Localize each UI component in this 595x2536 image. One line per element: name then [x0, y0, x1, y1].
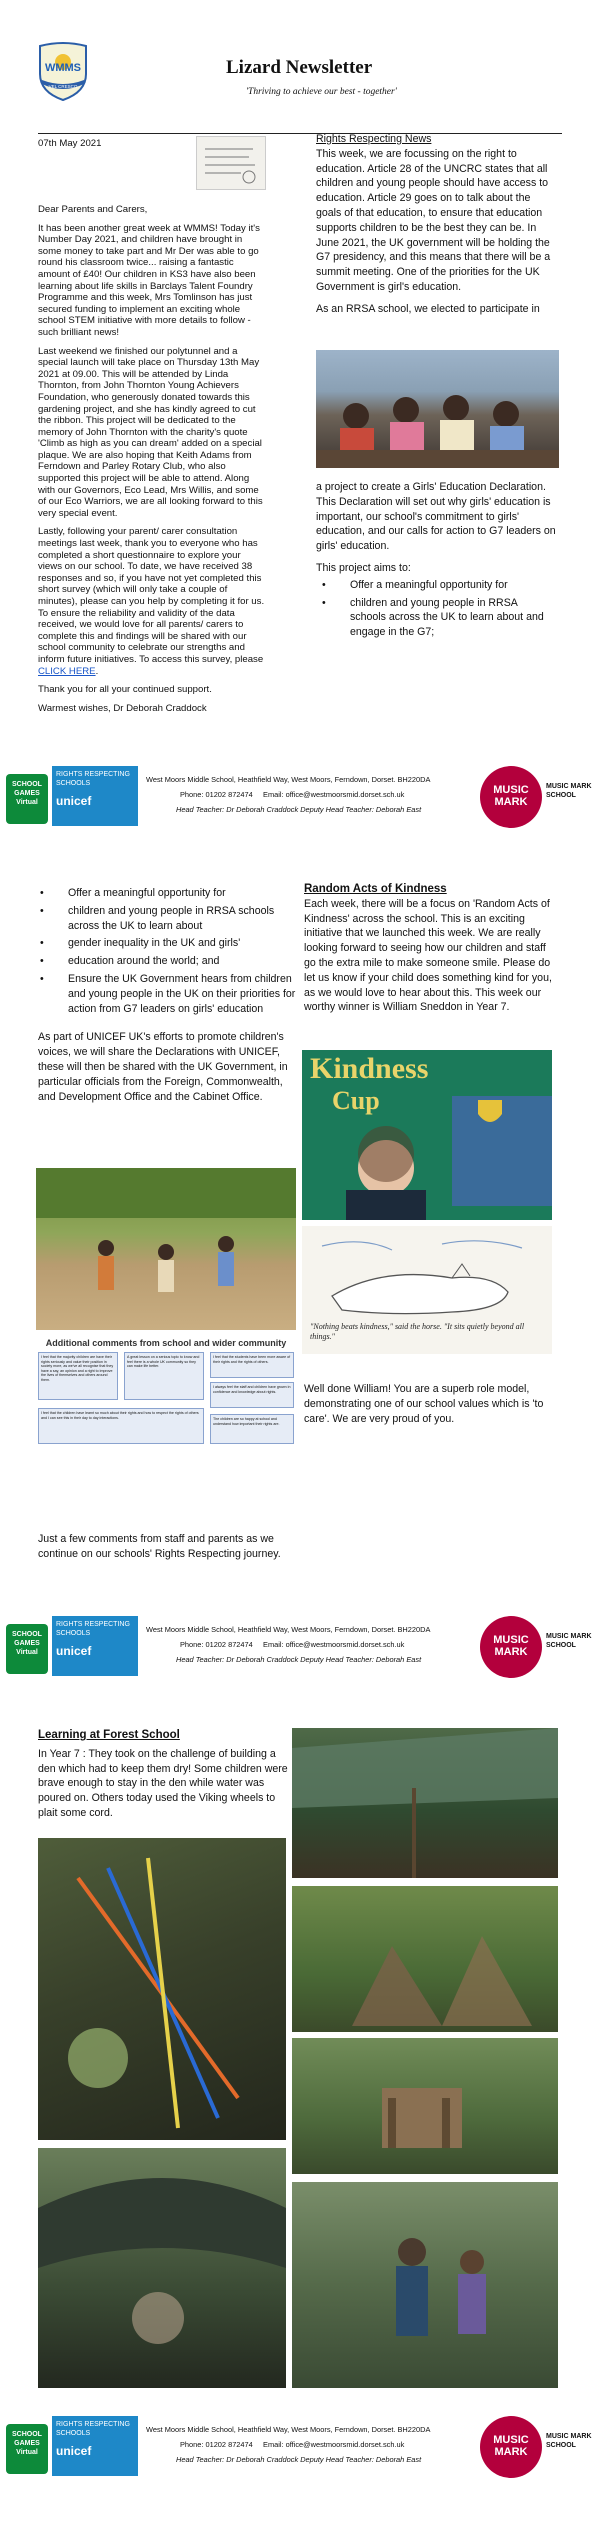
left-column — [38, 204, 266, 721]
page-2 — [0, 850, 595, 1700]
footer-email: Email: office@westmoorsmid.dorset.sch.uk — [263, 2440, 405, 2449]
school-games-logo — [6, 1624, 48, 1674]
footer-phone: Phone: 01202 872474 — [180, 790, 253, 799]
comment-card: I always feel the staff and children have grown in confidence and knowledge about rights. — [210, 1382, 294, 1408]
footer-heads: Head Teacher: Dr Deborah Craddock Deputy Head Teacher: Deborah East — [176, 2455, 422, 2464]
kindness-paragraph: Each week, there will be a focus on 'Random Acts of Kindness' across the school. This is an exciting initiative that we launched this week. We are really looking forward to seeing how our children and staff go the extra mile to make someone smile. Please do let us know if your child does something kind for you, as we would love to hear about this. This week our worthy winner is William Sneddon in Year 7. — [304, 897, 552, 1014]
right-column-top — [316, 132, 556, 317]
music-mark-school: MUSIC MARK SCHOOL — [546, 1633, 592, 1649]
music-mark-logo: MUSIC MARK — [480, 2416, 542, 2478]
school-games-text: SCHOOL GAMES — [12, 2431, 42, 2447]
forest-school-heading: Learning at Forest School — [38, 1729, 180, 1741]
survey-link[interactable]: CLICK HERE — [38, 665, 96, 677]
rrsa-text: RIGHTS RESPECTING SCHOOLS — [56, 771, 130, 787]
page-footer — [0, 760, 595, 832]
footer-contacts — [146, 1637, 446, 1652]
kindness-section — [304, 882, 554, 1022]
footer-address: West Moors Middle School, Heathfield Way, West Moors, Ferndown, Dorset. BH220DA — [146, 2425, 431, 2434]
music-mark-logo: MUSIC MARK — [480, 766, 542, 828]
g7-aim-item: • children and young people in RRSA schools across the UK to learn about — [52, 904, 296, 934]
survey-end: . — [95, 665, 99, 677]
aims-item: • Offer a meaningful opportunity for — [334, 578, 556, 593]
staff-comments-paragraph: Just a few comments from staff and parents as we continue on our schools' Rights Respecting journey. — [38, 1533, 281, 1560]
g7-aims-list — [38, 886, 296, 1016]
forest-school-paragraph: In Year 7 : They took on the challenge of building a den which had to keep them dry! Some children were brave enough to stay in the den while water was poured on. Others today used the Viking wheels to plait some cord. — [38, 1747, 288, 1819]
comment-card: I feel that the students have been more aware of their rights and the rights of others. — [210, 1352, 294, 1378]
rrsa-paragraph: As an RRSA school, we elected to participate in — [316, 302, 540, 315]
forest-tarp-photo — [292, 1728, 558, 1878]
newsletter-title: Lizard Newsletter — [226, 57, 373, 78]
school-games-text: SCHOOL GAMES — [12, 1631, 42, 1647]
footer-contacts — [146, 2437, 446, 2452]
comments-panel — [36, 1338, 296, 1478]
survey-paragraph — [38, 526, 266, 677]
aims-item: • children and young people in RRSA schools across the UK to learn about and engage in the G7; — [334, 596, 556, 640]
forest-wheels-photo — [292, 2038, 558, 2174]
unicef-text: unicef — [56, 1644, 92, 1658]
playground-photo — [36, 1168, 296, 1330]
comment-card: I feel that the children have learnt so much about their rights and how to respect the rights of others and I can see this in their day to day interactions. — [38, 1408, 204, 1444]
footer-contacts — [146, 787, 446, 802]
comment-card: The children are so happy at school and understand how important their rights are. — [210, 1414, 294, 1444]
footer-heads: Head Teacher: Dr Deborah Craddock Deputy Head Teacher: Deborah East — [176, 1655, 422, 1664]
polytunnel-paragraph: Last weekend we finished our polytunnel and a special launch will take place on Thursday 13th May 2021 at 09.00. This will be attended by Linda Thornton, from John Thornton Young Achievers Foundation, who generously donated towards this gardening project, and she has kindly agreed to cut the ribbon. This project will be dedicated to the memory of John Thornton with the charity's quote 'Climb as high as you can dream' added on a special plaque. We are also hoping that Keith Adams from Ferndown and Parley Rotary Club, who also supported this project will be able to attend. Along with our Governors, Eco Lead, Mrs Willis, and some of our Eco Warriors, we are all looking forward to this very special event. — [38, 345, 263, 519]
unicef-text: unicef — [56, 794, 92, 808]
footer-address: West Moors Middle School, Heathfield Way, West Moors, Ferndown, Dorset. BH220DA — [146, 775, 431, 784]
page-1 — [0, 0, 595, 850]
forest-group-photo — [292, 2182, 558, 2388]
footer-text — [146, 772, 446, 817]
rights-paragraph: This week, we are focussing on the right to education. Article 28 of the UNCRC states that all children and young people should have access to education. Article 29 goes on to talk about the goals of that education, to ensure that education supports children to be the best they can be. In June 2021, the UK government will be holding the G7 presidency, and this means that there will be a summit meeting. One of the priorities for the UK Government is girl's education. — [316, 147, 551, 293]
classroom-photo — [316, 350, 559, 468]
intro-paragraph: It has been another great week at WMMS! Today it's Number Day 2021, and children have brought in some money to take part and Mr Der was able to go round his classroom twice... raising a fantastic amount of £40! Our children in KS3 have also been learning about life skills in Barclays Talent Foundry Programme and this week, Mrs Tomlinson has just secured funding to implement an exciting whole school STEM initiative with more details to follow - such brilliant news! — [38, 222, 260, 338]
unicef-rrsa-logo — [52, 1616, 138, 1676]
forest-school-section — [38, 1728, 288, 1828]
footer-email: Email: office@westmoorsmid.dorset.sch.uk — [263, 1640, 405, 1649]
horse-drawing — [302, 1226, 552, 1354]
forest-shelter-photo — [38, 2148, 286, 2388]
greeting: Dear Parents and Carers, — [38, 204, 148, 215]
rrsa-text: RIGHTS RESPECTING SCHOOLS — [56, 2421, 130, 2437]
school-games-text: SCHOOL GAMES — [12, 781, 42, 797]
comments-title: Additional comments from school and wider community — [45, 1338, 287, 1348]
footer-phone: Phone: 01202 872474 — [180, 1640, 253, 1649]
aims-list — [316, 578, 556, 640]
unicef-paragraph: As part of UNICEF UK's efforts to promote children's voices, we will share the Declarations with UNICEF, these will then be shared with the UK Government, in particular officials from the Foreign, Commonwealth, and Development Office and the Cabinet Office. — [38, 1031, 288, 1103]
page-3 — [0, 1700, 595, 2536]
sketch-note-image — [196, 136, 266, 190]
kindness-heading: Random Acts of Kindness — [304, 883, 447, 895]
music-mark-school: MUSIC MARK SCHOOL — [546, 783, 592, 799]
aims-intro: This project aims to: — [316, 561, 411, 574]
unicef-rrsa-logo — [52, 766, 138, 826]
footer-heads: Head Teacher: Dr Deborah Craddock Deputy Head Teacher: Deborah East — [176, 805, 422, 814]
kindness-cup-text: Cup — [332, 1086, 380, 1115]
forest-cord-photo — [38, 1838, 286, 2140]
school-logo — [36, 40, 90, 102]
logo-sub: VEL CRESCO — [48, 84, 78, 89]
music-mark-logo: MUSIC MARK — [480, 1616, 542, 1678]
g7-aim-item: • education around the world; and — [52, 954, 296, 969]
declaration-paragraph: a project to create a Girls' Education Declaration. This Declaration will set out why girls' education is important, our school's commitment to girls' education, and our calls for action to G7 leaders on girls' education. — [316, 481, 556, 553]
footer-text — [146, 1622, 446, 1667]
school-games-logo — [6, 2424, 48, 2474]
rrsa-text: RIGHTS RESPECTING SCHOOLS — [56, 1621, 130, 1637]
kindness-board-text: Kindness — [310, 1052, 429, 1085]
footer-email: Email: office@westmoorsmid.dorset.sch.uk — [263, 790, 405, 799]
newsletter-motto: 'Thriving to achieve our best - together' — [246, 87, 397, 97]
kindness-cup-photo — [302, 1050, 552, 1220]
page2-left-top — [38, 886, 296, 1111]
thanks-line: Thank you for all your continued support. — [38, 684, 212, 696]
footer-text — [146, 2422, 446, 2467]
music-mark-school: MUSIC MARK SCHOOL — [546, 2433, 592, 2449]
g7-aim-item: • gender inequality in the UK and girls' — [52, 936, 296, 951]
right-column-bottom — [316, 480, 556, 643]
survey-text: Lastly, following your parent/ carer consultation meetings last week, thank you to everyone who has completed a short questionnaire to explore your views on our school. To date, we have received 38 responses and so, if you have not yet completed this short survey (which will only take a couple of minutes), please can you help by completing it for us. To ensure the reliability and validity of the data received, we would love for all parents/ carers to complete this and findings will be shared with our school community to celebrate our strengths and inform future initiatives. To access this survey, please — [38, 526, 265, 665]
forest-den-photo — [292, 1886, 558, 2032]
page-footer — [0, 2410, 595, 2482]
drawing-caption: "Nothing beats kindness," said the horse. "It sits quietly beyond all things." — [310, 1322, 525, 1341]
logo-text: WMMS — [44, 62, 82, 74]
footer-address: West Moors Middle School, Heathfield Way, West Moors, Ferndown, Dorset. BH220DA — [146, 1625, 431, 1634]
footer-phone: Phone: 01202 872474 — [180, 2440, 253, 2449]
virtual-text: Virtual — [16, 1649, 38, 1656]
school-games-logo — [6, 774, 48, 824]
comment-card: I feel that the majority children are have their rights seriously and value their position in society more, as we've all recognise that they have a say, an opinion and a right to improve the lives of themselves and others around them. — [38, 1352, 118, 1400]
rights-heading: Rights Respecting News — [316, 133, 432, 145]
well-done-paragraph: Well done William! You are a superb role model, demonstrating one of our school values which is 'to care'. We are very proud of you. — [304, 1383, 544, 1425]
virtual-text: Virtual — [16, 799, 38, 806]
virtual-text: Virtual — [16, 2449, 38, 2456]
comment-card: A great lesson on a serious topic to know and feel there is a whole UK community so they can make life better. — [124, 1352, 204, 1400]
unicef-text: unicef — [56, 2444, 92, 2458]
issue-date: 07th May 2021 — [38, 138, 102, 149]
unicef-rrsa-logo — [52, 2416, 138, 2476]
signoff: Warmest wishes, Dr Deborah Craddock — [38, 702, 207, 714]
page-footer — [0, 1610, 595, 1682]
g7-aim-item: • Offer a meaningful opportunity for — [52, 886, 296, 901]
g7-aim-item: • Ensure the UK Government hears from children and young people in the UK on their priorities for action from G7 leaders on girls' education — [52, 972, 296, 1016]
